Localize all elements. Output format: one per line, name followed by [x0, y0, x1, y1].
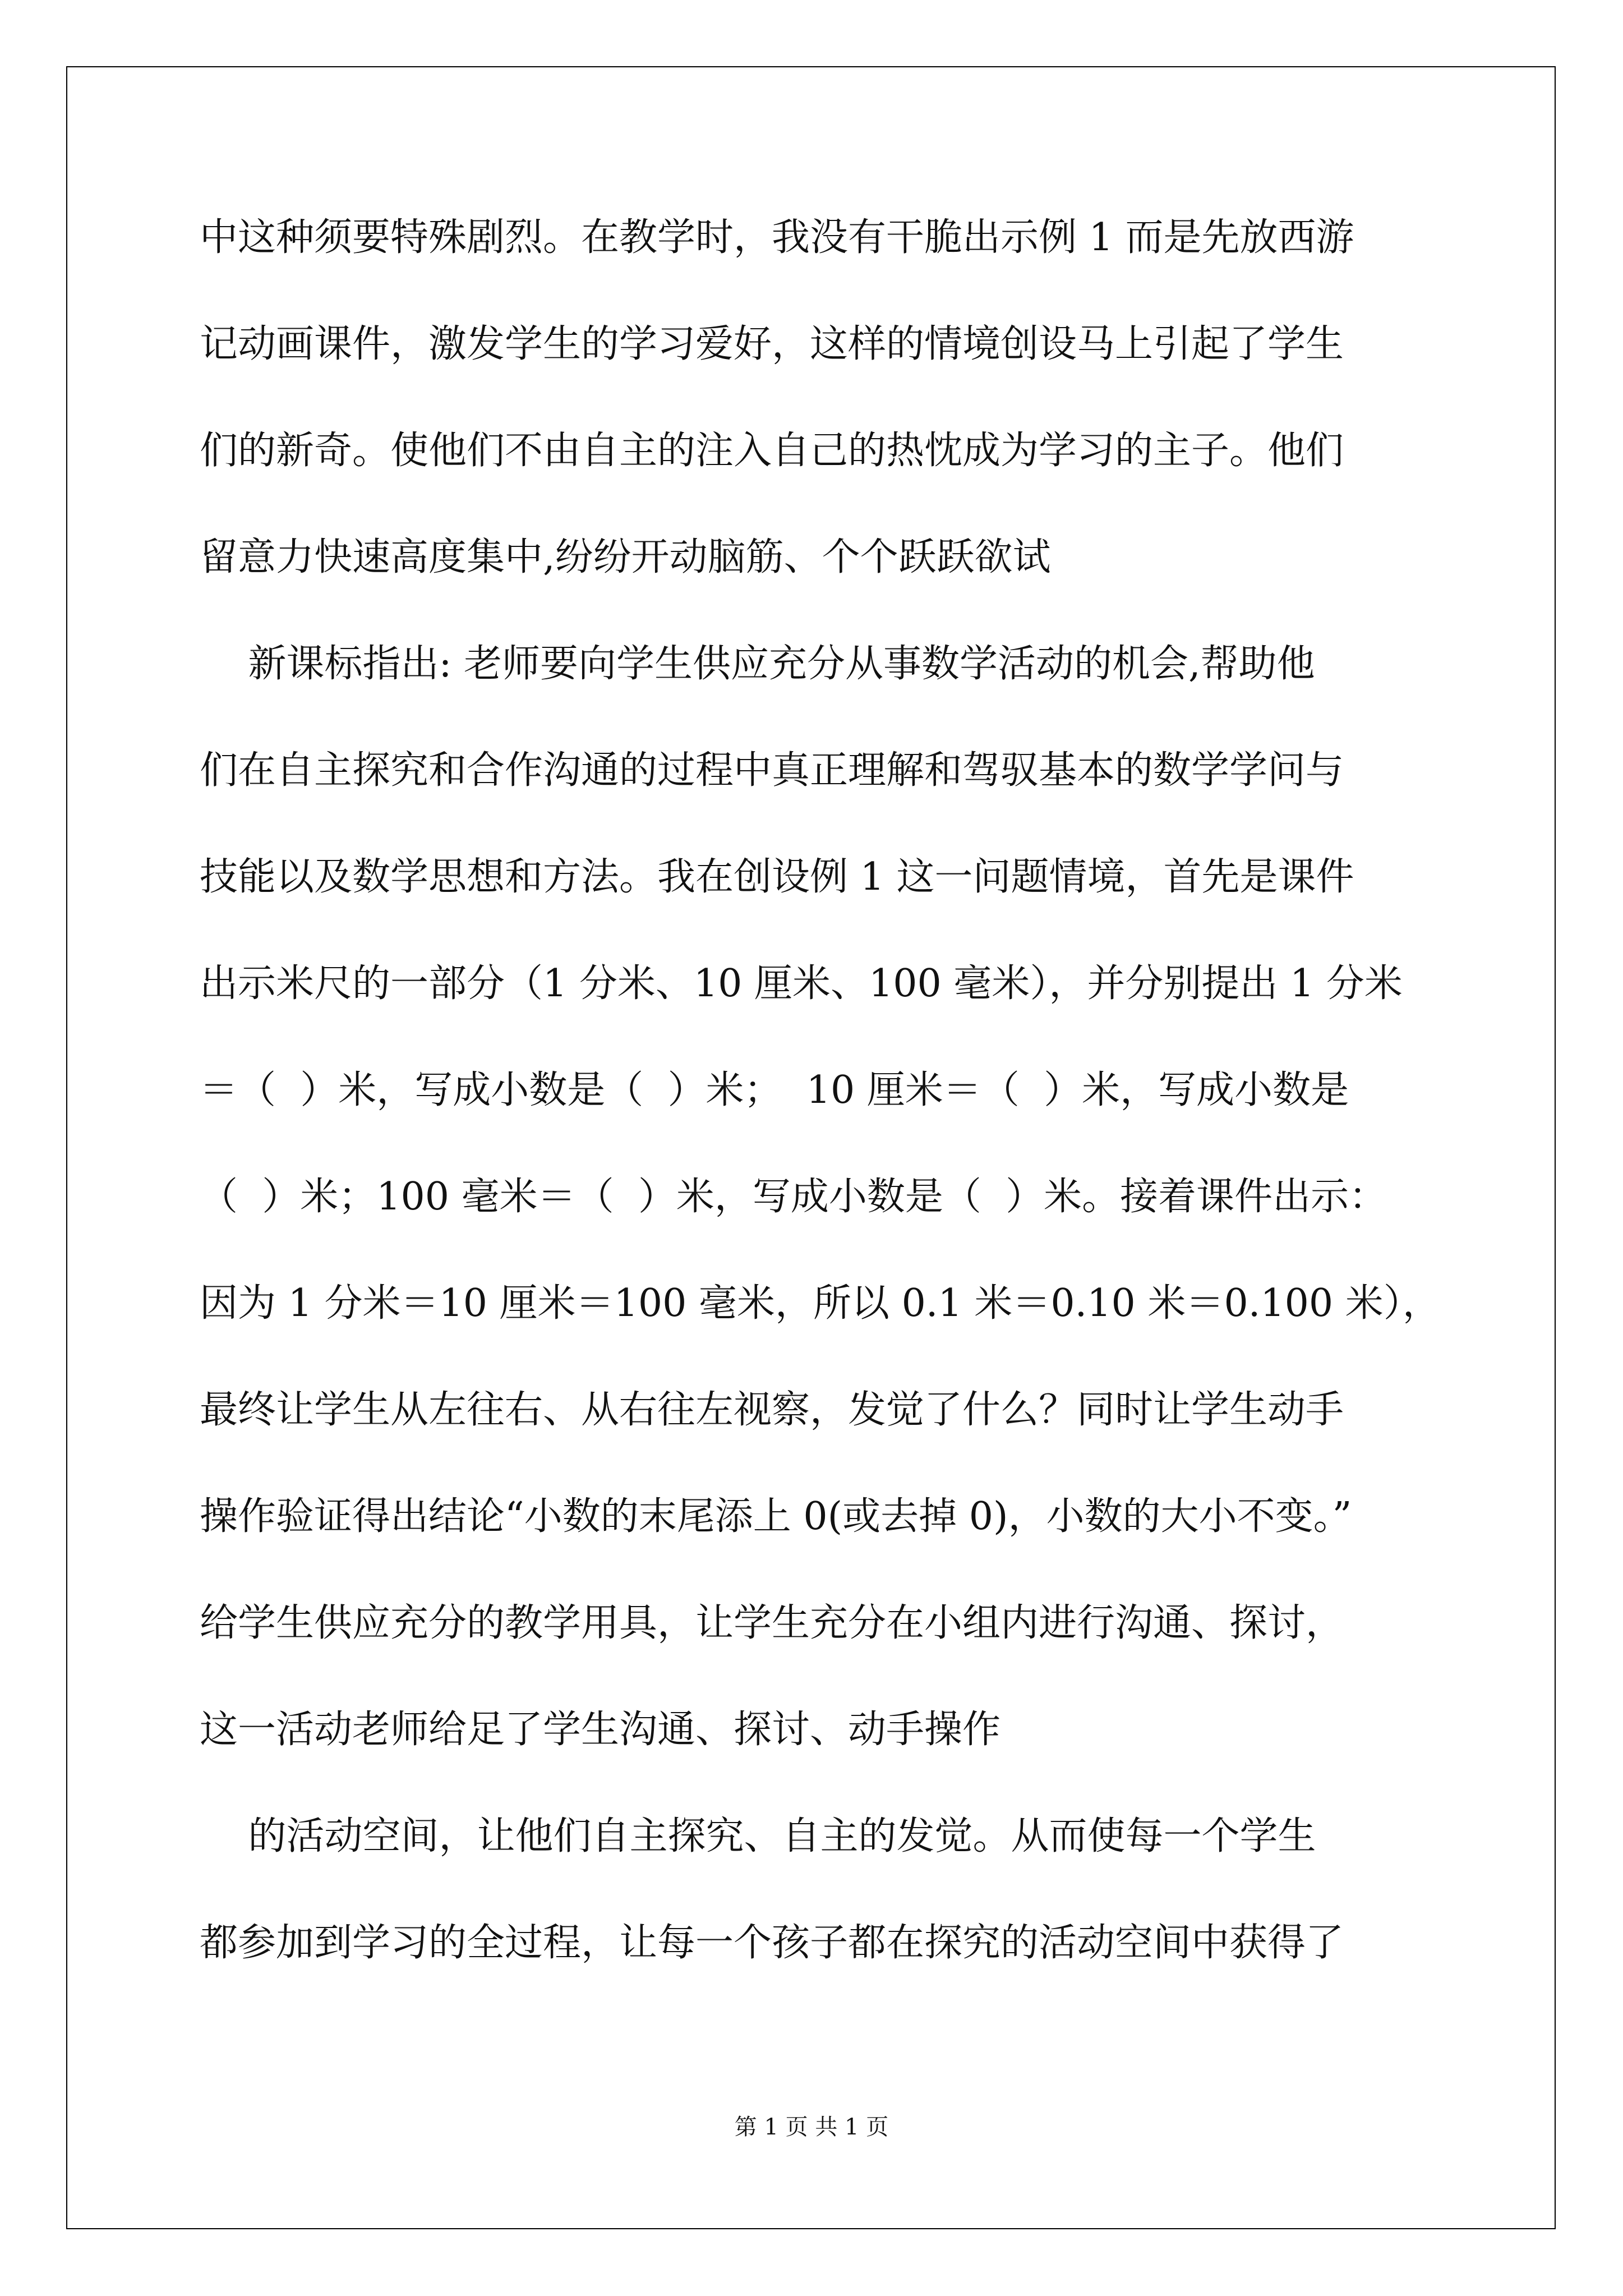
text-line: （ ）米；100 毫米＝（ ）米，写成小数是（ ）米。接着课件出示：: [200, 1175, 1387, 1219]
text-line: 这一活动老师给足了学生沟通、探讨、动手操作: [200, 1708, 1001, 1752]
text-line: 最终让学生从左往右、从右往左视察，发觉了什么？同时让学生动手: [200, 1388, 1344, 1432]
text-line: 新课标指出: 老师要向学生供应充分从事数学活动的机会,帮助他: [200, 642, 1315, 686]
document-body: [200, 212, 1441, 2024]
text-line: 们的新奇。使他们不由自主的注入自己的热忱成为学习的主子。他们: [200, 429, 1344, 473]
text-line: 记动画课件，激发学生的学习爱好，这样的情境创设马上引起了学生: [200, 322, 1344, 366]
page-number-label: 第 1 页 共 1 页: [734, 2114, 889, 2140]
text-line: 操作验证得出结论“小数的末尾添上 0(或去掉 0)，小数的大小不变。”: [200, 1494, 1352, 1539]
text-line: 们在自主探究和合作沟通的过程中真正理解和驾驭基本的数学学问与: [200, 748, 1344, 793]
page-footer: [0, 2109, 1623, 2141]
paragraph-3: [200, 1811, 1433, 1969]
text-line: 的活动空间，让他们自主探究、自主的发觉。从而使每一个学生: [200, 1814, 1316, 1858]
text-line: 技能以及数学思想和方法。我在创设例 1 这一问题情境，首先是课件: [200, 855, 1354, 899]
paragraph-2: [200, 638, 1441, 1756]
text-line: 留意力快速高度集中,纷纷开动脑筋、个个跃跃欲试: [200, 535, 1051, 579]
text-line: 给学生供应充分的教学用具，让学生充分在小组内进行沟通、探讨，: [200, 1601, 1344, 1645]
text-line: 都参加到学习的全过程，让每一个孩子都在探究的活动空间中获得了: [200, 1921, 1344, 1965]
text-line: 因为 1 分米＝10 厘米＝100 毫米，所以 0.1 米＝0.10 米＝0.100 米），: [200, 1281, 1441, 1326]
paragraph-1: [200, 212, 1433, 583]
text-line: 中这种须要特殊剧烈。在教学时，我没有干脆出示例 1 而是先放西游: [200, 215, 1354, 260]
text-line: 出示米尺的一部分（1 分米、10 厘米、100 毫米），并分别提出 1 分米: [200, 961, 1403, 1006]
text-line: ＝（ ）米，写成小数是（ ）米； 10 厘米＝（ ）米，写成小数是: [200, 1068, 1349, 1112]
